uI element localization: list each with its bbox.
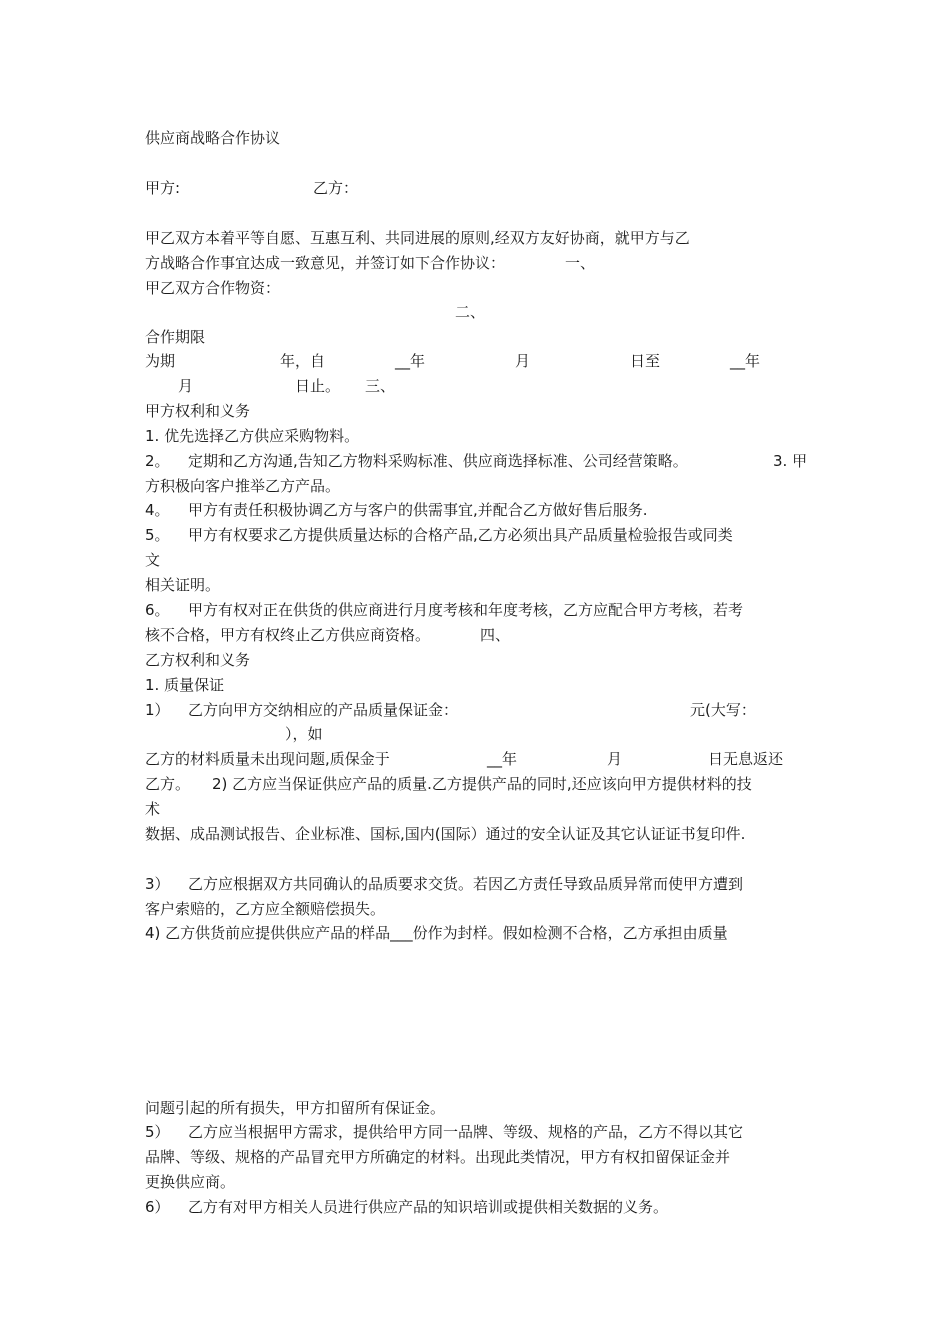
a-item-2-number: 2。 (145, 452, 170, 470)
a-item-1: 1. 优先选择乙方供应采购物料。 (145, 427, 360, 445)
b-p1-close: ），如 (285, 725, 323, 743)
party-b-label: 乙方： (313, 179, 359, 197)
section-4-heading: 乙方权利和义务 (145, 651, 251, 669)
term-row1-f: __年 (730, 352, 761, 370)
b-p3: 乙方应根据双方共同确认的品质要求交货。若因乙方责任导致品质异常而使甲方遭到 (188, 875, 744, 893)
b-p6-number: 6） (145, 1198, 170, 1216)
a-item-5-cont: 相关证明。 (145, 576, 221, 594)
a-item-3: 方积极向客户推举乙方产品。 (145, 477, 341, 495)
b-p2: 2) 乙方应当保证供应产品的质量.乙方提供产品的同时,还应该向甲方提供材料的技 (212, 775, 752, 793)
b-p5: 乙方应当根据甲方需求，提供给甲方同一品牌、等级、规格的产品，乙方不得以其它 (188, 1123, 744, 1141)
document-title: 供应商战略合作协议 (145, 129, 281, 147)
term-row1-a: 为期 (145, 352, 176, 370)
a-item-6-cont: 核不合格，甲方有权终止乙方供应商资格。 (145, 626, 431, 644)
term-row2-b: 日止。 (295, 377, 341, 395)
term-row1-b: 年，自 (280, 352, 326, 370)
section-3-number: 三、 (365, 377, 396, 395)
section-2-number: 二、 (455, 303, 486, 321)
b-p6: 乙方有对甲方相关人员进行供应产品的知识培训或提供相关数据的义务。 (188, 1198, 669, 1216)
a-item-5-wrap: 文 (145, 551, 161, 569)
b-p1-line2-d: 日无息返还 (708, 750, 784, 768)
intro-line-1: 甲乙双方本着平等自愿、互惠互利、共同进展的原则,经双方友好协商，就甲方与乙 (145, 229, 690, 247)
term-row1-c: __年 (395, 352, 426, 370)
section-3-heading: 甲方权利和义务 (145, 402, 251, 420)
b-p3-number: 3） (145, 875, 170, 893)
b-p5-cont-1: 品牌、等级、规格的产品冒充甲方所确定的材料。出现此类情况，甲方有权扣留保证金并 (145, 1148, 731, 1166)
b-p1: 乙方向甲方交纳相应的产品质量保证金： (188, 701, 459, 719)
b-p1-unit: 元(大写： (690, 701, 756, 719)
a-item-2: 定期和乙方沟通,告知乙方物料采购标准、供应商选择标准、公司经营策略。 (188, 452, 688, 470)
term-row1-d: 月 (515, 352, 531, 370)
b-p2-cont: 数据、成品测试报告、企业标准、国标,国内(国际）通过的安全认证及其它认证证书复印件. (145, 825, 746, 843)
b-p5-cont-2: 更换供应商。 (145, 1173, 236, 1191)
b-p1-line2-c: 月 (607, 750, 623, 768)
party-a-label: 甲方: (145, 179, 181, 197)
a-item-6-number: 6。 (145, 601, 170, 619)
a-item-4: 甲方有责任积极协调乙方与客户的供需事宜,并配合乙方做好售后服务. (188, 501, 648, 519)
a-item-5-number: 5。 (145, 526, 170, 544)
a-item-3-number: 3. 甲 (773, 452, 808, 470)
b-p1-line2-b: __年 (487, 750, 518, 768)
section-2-heading: 合作期限 (145, 328, 206, 346)
intro-line-2: 方战略合作事宜达成一致意见，并签订如下合作协议： (145, 254, 506, 272)
term-row1-e: 日至 (630, 352, 661, 370)
section-1-number: 一、 (565, 254, 596, 272)
b-p2-wrap: 术 (145, 800, 161, 818)
a-item-6: 甲方有权对正在供货的供应商进行月度考核和年度考核，乙方应配合甲方考核，若考 (188, 601, 744, 619)
b-p1-line3: 乙方。 (145, 775, 191, 793)
a-item-4-number: 4。 (145, 501, 170, 519)
b-p5-number: 5） (145, 1123, 170, 1141)
section-4-number: 四、 (480, 626, 511, 644)
a-item-5: 甲方有权要求乙方提供质量达标的合格产品,乙方必须出具产品质量检验报告或同类 (188, 526, 733, 544)
b-p4-cont: 问题引起的所有损失，甲方扣留所有保证金。 (145, 1099, 446, 1117)
b-p1-line2-a: 乙方的材料质量未出现问题,质保金于 (145, 750, 390, 768)
b-sub-1: 1. 质量保证 (145, 676, 225, 694)
intro-line-3: 甲乙双方合作物资： (145, 279, 281, 297)
b-p4: 4) 乙方供货前应提供供应产品的样品___份作为封样。假如检测不合格，乙方承担由质量 (145, 924, 728, 942)
b-p3-cont: 客户索赔的，乙方应全额赔偿损失。 (145, 900, 386, 918)
b-p1-number: 1） (145, 701, 170, 719)
term-row2-a: 月 (178, 377, 194, 395)
